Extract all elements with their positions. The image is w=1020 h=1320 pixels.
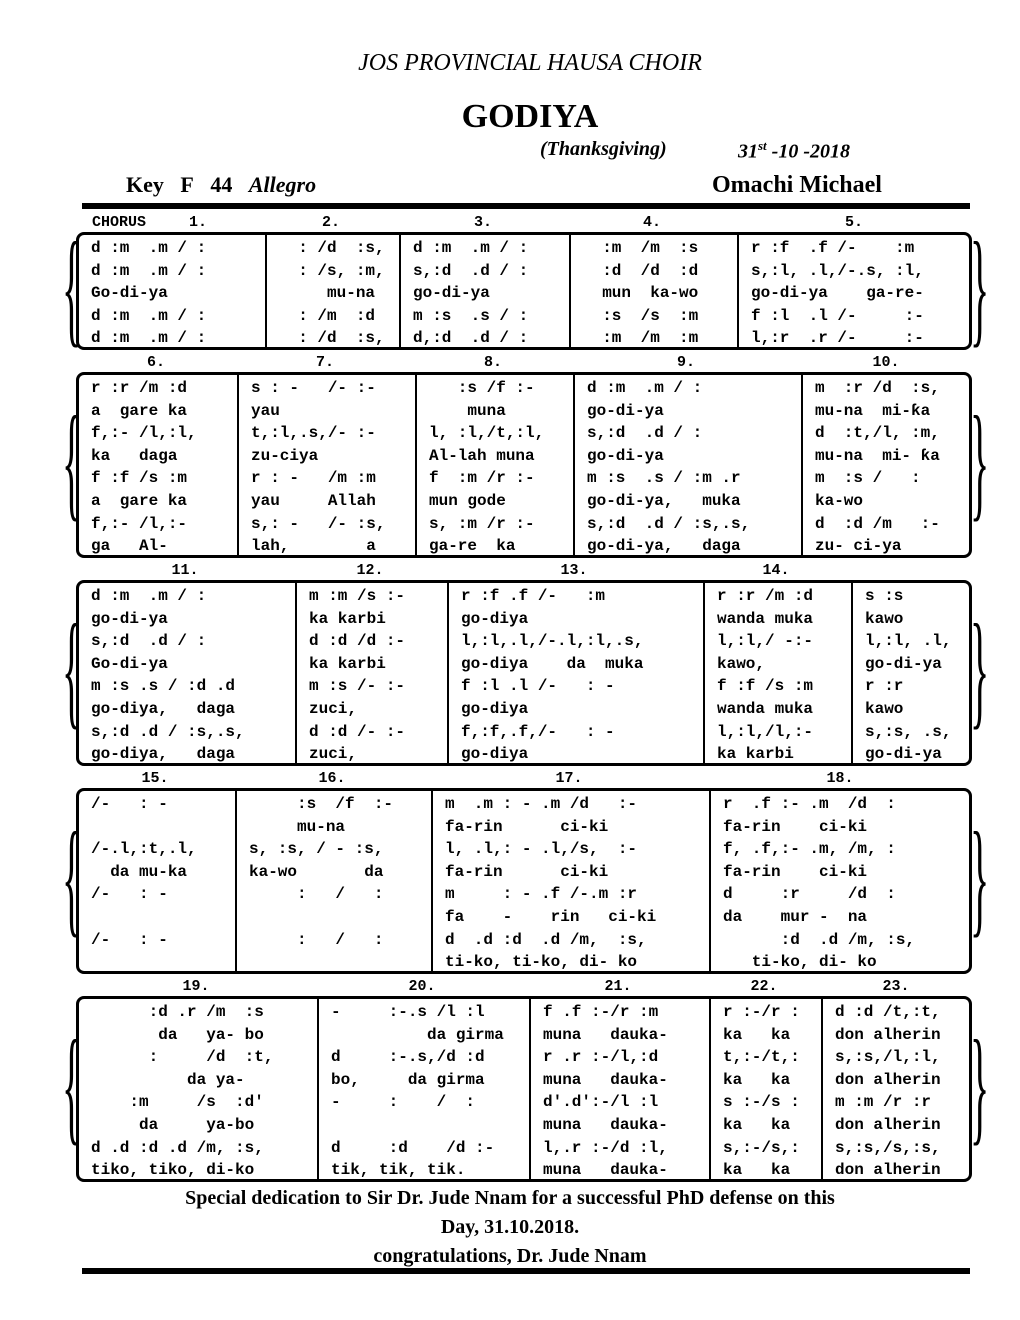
solfa-line: m : - .f /-.m :r xyxy=(445,885,638,904)
lyric-line xyxy=(91,951,235,974)
solfa-line: r :-/r : xyxy=(723,1003,800,1021)
solfa-line: d :d /d :- xyxy=(309,632,406,651)
measure-number: 17. xyxy=(555,770,583,787)
solfa-line: :m /s :d' xyxy=(91,1093,264,1112)
lyric-line: go-di-ya xyxy=(865,745,942,764)
dedication xyxy=(60,1184,960,1271)
measure-number: 6. xyxy=(146,354,166,371)
solfa-line: d :m .m / : xyxy=(587,379,703,397)
lyric-line: ga-re ka xyxy=(429,537,516,556)
lyric-line: mu-na xyxy=(249,817,346,836)
score-system xyxy=(76,232,972,350)
lyric-line xyxy=(91,906,235,929)
score-line: go-di-ya ga-re- xyxy=(751,284,924,303)
solfa-line: /- : - xyxy=(91,930,168,949)
lyric-line: ka-wo da xyxy=(249,862,384,881)
solfa-line: m :r /d :s, xyxy=(815,379,940,397)
lyric-line: go-di-ya xyxy=(587,401,664,420)
system-brace-right: } xyxy=(970,597,990,742)
lyric-line: ka-wo xyxy=(815,491,864,510)
solfa-line: f :m /r :- xyxy=(429,469,535,488)
score-line: Go-di-ya xyxy=(91,284,168,303)
solfa-line: :s /f :- xyxy=(249,795,394,813)
solfa-line: s : - /- :- xyxy=(251,379,376,397)
lyric-line: da mu-ka xyxy=(91,862,188,881)
lyric-line: muna dauka- xyxy=(543,1161,668,1180)
solfa-line: s :-/s : xyxy=(723,1093,800,1112)
measure-number: 2. xyxy=(321,214,341,231)
lyric-line: da mur - na xyxy=(723,907,868,926)
solfa-line: l,:l,.l,/-.l,:l,.s, xyxy=(461,632,644,651)
solfa-line: l,:l, .l, xyxy=(865,632,952,651)
solfa-line: : / : xyxy=(249,930,384,949)
solfa-line: r :r /m :d xyxy=(91,379,188,397)
solfa-line: r :f .f /- :m xyxy=(461,587,606,605)
measure xyxy=(711,999,823,1179)
measure xyxy=(739,235,975,347)
dedication-line: congratulations, Dr. Jude Nnam xyxy=(373,1245,647,1267)
measure xyxy=(297,583,449,763)
solfa-line: d :r /d : xyxy=(723,885,896,904)
key-line xyxy=(126,172,316,198)
lyric-line: yau Allah xyxy=(251,491,376,510)
dedication-line: Special dedication to Sir Dr. Jude Nnam for a successful PhD defense on this xyxy=(185,1187,835,1209)
lyric-line: ka karbi xyxy=(717,745,794,764)
measure xyxy=(575,375,803,555)
system-brace-left: { xyxy=(62,805,82,950)
measure xyxy=(711,791,975,971)
solfa-line: r .f :- .m /d : xyxy=(723,795,896,813)
system-brace-right: } xyxy=(970,215,990,360)
solfa-line: d :d /t,:t, xyxy=(835,1003,941,1021)
score-line: l,:r .r /- :- xyxy=(751,329,924,348)
score-line: m :s .s / : xyxy=(413,306,529,325)
lyric-line xyxy=(331,1114,529,1137)
solfa-line: - : / : xyxy=(331,1093,476,1112)
measure-number: 18. xyxy=(826,770,854,787)
measure xyxy=(571,235,739,347)
lyric-line: zu- ci-ya xyxy=(815,537,902,556)
measure xyxy=(803,375,975,555)
system-brace-right: } xyxy=(970,389,990,534)
song-title: GODIYA xyxy=(461,98,599,135)
lyric-line: ka karbi xyxy=(309,609,386,628)
solfa-line: m :m /s :- xyxy=(309,587,406,605)
solfa-line: r .r :-/l,:d xyxy=(543,1048,659,1067)
lyric-line: da ya- bo xyxy=(91,1025,264,1044)
solfa-line: :d .d /m, :s, xyxy=(723,930,916,949)
measure xyxy=(239,375,417,555)
solfa-line: f,:- /l,:- xyxy=(91,514,188,533)
lyric-line: fa-rin ci-ki xyxy=(723,817,868,836)
measure-number: 12. xyxy=(356,562,384,579)
lyric-line: don alherin xyxy=(835,1070,941,1089)
lyric-line xyxy=(91,816,235,839)
solfa-line: m :s .s / :d .d xyxy=(91,677,236,696)
lyric-line: zu-ciya xyxy=(251,446,319,465)
score-line: :s /s :m xyxy=(583,306,699,325)
lyric-line: ka karbi xyxy=(309,654,386,673)
lyric-line: wanda muka xyxy=(717,609,814,628)
lyric-line: don alherin xyxy=(835,1115,941,1134)
lyric-line: fa-rin ci-ki xyxy=(723,862,868,881)
composer: Omachi Michael xyxy=(712,172,882,198)
measure-number: 16. xyxy=(318,770,346,787)
measure-number: 7. xyxy=(315,354,335,371)
solfa-line: f .f :-/r :m xyxy=(543,1003,659,1021)
score-line: go-di-ya xyxy=(413,284,490,303)
score-line: mun ka-wo xyxy=(583,284,699,303)
solfa-line: d'.d':-/l :l xyxy=(543,1093,659,1112)
lyric-line: don alherin xyxy=(835,1025,941,1044)
measure-number: 21. xyxy=(604,978,632,995)
solfa-line: - :-.s /l :l xyxy=(331,1003,485,1021)
measure xyxy=(79,583,297,763)
lyric-line: go-diya xyxy=(461,609,529,628)
lyric-line: zuci, xyxy=(309,745,358,764)
solfa-line: l,.r :-/d :l, xyxy=(543,1138,668,1157)
solfa-line: m .m : - .m /d :- xyxy=(445,795,638,813)
lyric-line: a gare ka xyxy=(91,401,188,420)
measure xyxy=(267,235,401,347)
solfa-line: f :f /s :m xyxy=(717,677,814,696)
lyric-line: kawo xyxy=(865,609,904,628)
measure xyxy=(79,791,237,971)
solfa-line: s,:d .d / :s,.s, xyxy=(587,514,751,533)
solfa-line: r :r xyxy=(865,677,904,696)
solfa-line: d :d /- :- xyxy=(309,722,406,741)
solfa-line: f,:- /l,:l, xyxy=(91,424,197,443)
measure-number: 10. xyxy=(872,354,900,371)
lyric-line: mu-na mi-ƙa xyxy=(815,401,931,420)
measure-number: 15. xyxy=(141,770,169,787)
song-date: 31st -10 -2018 xyxy=(738,138,850,163)
solfa-line: t,:-/t,: xyxy=(723,1048,800,1067)
solfa-line: s,:s,/s,:s, xyxy=(835,1138,941,1157)
bottom-rule xyxy=(82,1268,970,1274)
solfa-line: f :f /s :m xyxy=(91,469,188,488)
solfa-line: s, :s, / - :s, xyxy=(249,840,384,859)
solfa-line: m :m /r :r xyxy=(835,1093,932,1112)
solfa-line: : /d :t, xyxy=(91,1048,274,1067)
measure xyxy=(705,583,853,763)
solfa-line: s,:d .d / :s,.s, xyxy=(91,722,245,741)
lyric-line: kawo, xyxy=(717,654,766,673)
measure xyxy=(237,791,433,971)
solfa-line: /- : - xyxy=(91,885,168,904)
measure-number: 4. xyxy=(642,214,662,231)
measure-number: 20. xyxy=(408,978,436,995)
measure xyxy=(79,999,319,1179)
measure-number: 14. xyxy=(762,562,790,579)
measure-number: 9. xyxy=(676,354,696,371)
measure-number: 1. xyxy=(188,214,208,231)
lyric-line: muna xyxy=(429,401,506,420)
lyric-line xyxy=(249,951,431,974)
score-line: d :m .m / : xyxy=(413,239,529,257)
system-brace-left: { xyxy=(62,597,82,742)
solfa-line: s :s xyxy=(865,587,904,605)
lyric-line: kawo xyxy=(865,699,904,718)
score-line: : /m :d xyxy=(279,306,376,325)
time-signature: 44 xyxy=(210,172,233,197)
lyric-line: a gare ka xyxy=(91,491,188,510)
score-system xyxy=(76,788,972,974)
dedication-line: Day, 31.10.2018. xyxy=(440,1216,580,1238)
top-rule xyxy=(82,203,970,209)
measure-number: 11. xyxy=(171,562,199,579)
lyric-line: go-di-ya, muka xyxy=(587,491,741,510)
score-system xyxy=(76,996,972,1182)
lyric-line: go-di-ya xyxy=(587,446,664,465)
lyric-line: ti-ko, ti-ko, di- ko xyxy=(445,953,638,972)
solfa-line: :d .r /m :s xyxy=(91,1003,264,1021)
solfa-line: m :s .s / :m .r xyxy=(587,469,741,488)
score-line: d :m .m / : xyxy=(91,261,207,280)
solfa-line: d :m .m / : xyxy=(91,587,207,605)
measure-number: 5. xyxy=(844,214,864,231)
score-line: r :f .f /- :m xyxy=(751,239,915,257)
lyric-line xyxy=(249,906,431,929)
solfa-line: /- : - xyxy=(91,795,168,813)
solfa-line: s,:d .d / : xyxy=(587,424,703,443)
measure-number: 19. xyxy=(182,978,210,995)
lyric-line: fa-rin ci-ki xyxy=(445,817,609,836)
solfa-line: f,:f,.f,/- : - xyxy=(461,722,615,741)
solfa-line: s,:-/s,: xyxy=(723,1138,800,1157)
measure-number: 22. xyxy=(750,978,778,995)
score-line: :m /m :s xyxy=(583,239,699,257)
system-brace-left: { xyxy=(62,389,82,534)
score-system xyxy=(76,580,972,766)
solfa-line: d :d /m :- xyxy=(815,514,940,533)
measure xyxy=(531,999,711,1179)
lyric-line: tiko, tiko, di-ko xyxy=(91,1161,255,1180)
solfa-line: r :r /m :d xyxy=(717,587,814,605)
measure xyxy=(79,375,239,555)
measure xyxy=(401,235,571,347)
song-subtitle: (Thanksgiving) xyxy=(540,138,667,160)
tempo-marking: Allegro xyxy=(248,172,317,197)
solfa-line: d :t,/l, :m, xyxy=(815,424,940,443)
lyric-line: zuci, xyxy=(309,699,358,718)
solfa-line: s,:s, .s, xyxy=(865,722,952,741)
lyric-line: go-di-ya xyxy=(91,609,168,628)
lyric-line: go-di-ya, daga xyxy=(587,537,741,556)
lyric-line: go-diya, daga xyxy=(91,699,236,718)
solfa-line: d :d /d :- xyxy=(331,1138,495,1157)
solfa-line: f, .f,:- .m, /m, : xyxy=(723,840,896,859)
solfa-line: l,:l,/ -:- xyxy=(717,632,814,651)
lyric-line: da girma xyxy=(331,1025,504,1044)
score-line: mu-na xyxy=(279,284,376,303)
lyric-line: tik, tik, tik. xyxy=(331,1161,466,1180)
score-line: f :l .l /- :- xyxy=(751,306,924,325)
solfa-line: s,:s,/l,:l, xyxy=(835,1048,941,1067)
lyric-line: go-di-ya xyxy=(865,654,942,673)
choir-name: JOS PROVINCIAL HAUSA CHOIR xyxy=(358,50,702,76)
measure xyxy=(853,583,975,763)
solfa-line: d :-.s,/d :d xyxy=(331,1048,485,1067)
lyric-line: Al-lah muna xyxy=(429,446,535,465)
solfa-line: d .d :d .d /m, :s, xyxy=(91,1138,264,1157)
lyric-line: go-diya, daga xyxy=(91,745,236,764)
lyric-line: muna dauka- xyxy=(543,1115,668,1134)
measure-number: 3. xyxy=(473,214,493,231)
lyric-line: ka ka xyxy=(723,1025,791,1044)
measure-number: 23. xyxy=(882,978,910,995)
score-line: : /d :s, xyxy=(279,239,385,257)
lyric-line: muna dauka- xyxy=(543,1025,668,1044)
lyric-line: da ya- xyxy=(91,1070,245,1089)
lyric-line: mu-na mi- ƙa xyxy=(815,446,940,465)
lyric-line: don alherin xyxy=(835,1161,941,1180)
chorus-label: CHORUS xyxy=(92,214,147,231)
lyric-line: ka daga xyxy=(91,446,178,465)
lyric-line: wanda muka xyxy=(717,699,814,718)
lyric-line: ka ka xyxy=(723,1070,791,1089)
measure-number: 8. xyxy=(483,354,503,371)
measure xyxy=(319,999,531,1179)
lyric-line: yau xyxy=(251,401,280,420)
solfa-line: : / : xyxy=(249,885,384,904)
solfa-line: m :s / : xyxy=(815,469,921,488)
score-line: d :m .m / : xyxy=(91,239,207,257)
measure xyxy=(449,583,705,763)
measure xyxy=(823,999,975,1179)
lyric-line: da ya-bo xyxy=(91,1115,255,1134)
measure xyxy=(79,235,267,347)
score-line: d,:d .d / : xyxy=(413,329,529,348)
score-line: s,:d .d / : xyxy=(413,261,529,280)
solfa-line: /-.l,:t,.l, xyxy=(91,840,197,859)
score-line: : /s, :m, xyxy=(279,261,385,280)
lyric-line: go-diya xyxy=(461,745,529,764)
score-line: :d /d :d xyxy=(583,261,699,280)
lyric-line: lah, a xyxy=(251,537,376,556)
solfa-line: l,:l,/l,:- xyxy=(717,722,814,741)
lyric-line: mun gode xyxy=(429,491,506,510)
lyric-line: ka ka xyxy=(723,1161,791,1180)
score-line: d :m .m / : xyxy=(91,329,207,348)
score-line: d :m .m / : xyxy=(91,306,207,325)
lyric-line: fa - rin ci-ki xyxy=(445,907,657,926)
score-line: : /d :s, xyxy=(279,329,385,348)
solfa-line: r : - /m :m xyxy=(251,469,376,488)
solfa-line: s,:d .d / : xyxy=(91,632,207,651)
key-label: Key xyxy=(126,172,164,197)
lyric-line: ka ka xyxy=(723,1115,791,1134)
solfa-line: f :l .l /- : - xyxy=(461,677,615,696)
system-brace-left: { xyxy=(62,1013,82,1158)
measure xyxy=(417,375,575,555)
measure xyxy=(433,791,711,971)
solfa-line: :s /f :- xyxy=(429,379,535,397)
lyric-line: Go-di-ya xyxy=(91,654,168,673)
solfa-line: s,: - /- :s, xyxy=(251,514,386,533)
score-line: s,:l, .l,/-.s, :l, xyxy=(751,261,924,280)
lyric-line: fa-rin ci-ki xyxy=(445,862,609,881)
lyric-line: ti-ko, di- ko xyxy=(723,953,877,972)
solfa-line: s, :m /r :- xyxy=(429,514,535,533)
system-brace-right: } xyxy=(970,805,990,950)
score-system xyxy=(76,372,972,558)
lyric-line: go-diya xyxy=(461,699,529,718)
measure-number: 13. xyxy=(560,562,588,579)
score-line: :m /m :m xyxy=(583,329,699,348)
system-brace-right: } xyxy=(970,1013,990,1158)
solfa-line: m :s /- :- xyxy=(309,677,406,696)
solfa-line: l, :l,/t,:l, xyxy=(429,424,545,443)
lyric-line: muna dauka- xyxy=(543,1070,668,1089)
lyric-line: bo, da girma xyxy=(331,1070,485,1089)
solfa-line: l, .l,: - .l,/s, :- xyxy=(445,840,638,859)
key-value: F xyxy=(180,172,194,197)
solfa-line: t,:l,.s,/- :- xyxy=(251,424,376,443)
lyric-line: ga Al- xyxy=(91,537,168,556)
solfa-line: d .d :d .d /m, :s, xyxy=(445,930,647,949)
system-brace-left: { xyxy=(62,215,82,360)
lyric-line: go-diya da muka xyxy=(461,654,644,673)
